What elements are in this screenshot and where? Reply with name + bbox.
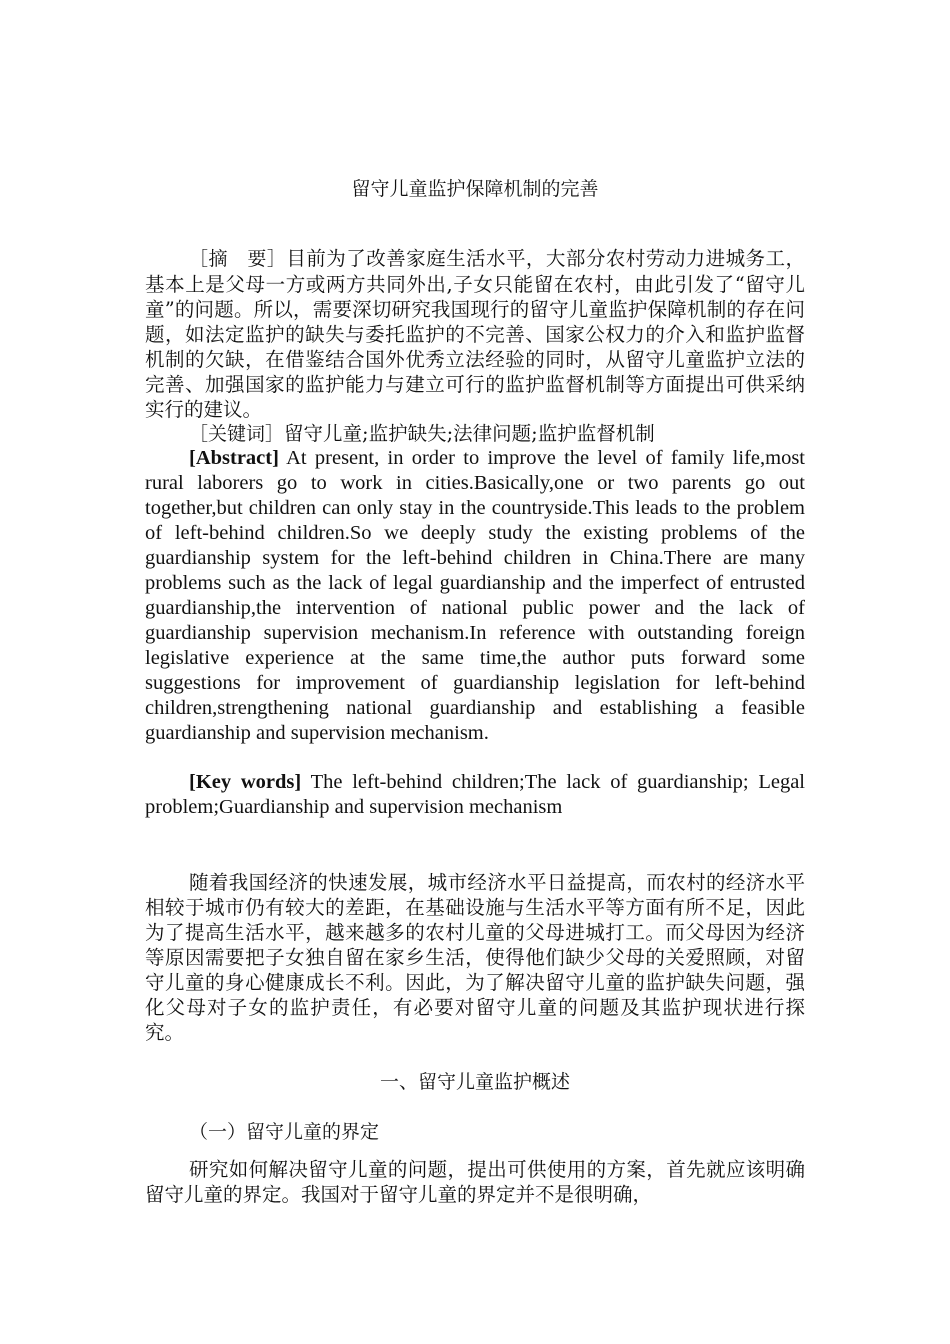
english-keywords — [145, 770, 805, 820]
english-abstract-text: At present, in order to improve the level of family life,most rural laborers go to work in cities.Basically,one or two parents go out together,but children can only stay in the countryside.This leads to the problem of left-behind children.So we deeply study the existing problems of the guardianship system for the left-behind children in China.There are many problems such as the lack of legal guardianship and the imperfect of entrusted guardianship,the intervention of national public power and the lack of guardianship supervision mechanism.In reference with outstanding foreign legislative experience at the same time,the author puts forward some suggestions for improvement of guardianship legislation for left-behind children,strengthening national guardianship and establishing a feasible guardianship and supervision mechanism. — [145, 447, 805, 744]
subsection-heading: （一）留守儿童的界定 — [189, 1121, 380, 1143]
chinese-keywords-label: ［关键词］ — [189, 423, 285, 445]
chinese-keywords — [145, 421, 805, 447]
chinese-abstract-text: 目前为了改善家庭生活水平，大部分农村劳动力进城务工，基本上是父母一方或两方共同外出,子女只能留在农村，由此引发了“留守儿童”的问题。所以，需要深切研究我国现行的留守儿童监护保障机制的存在问题，如法定监护的缺失与委托监护的不完善、国家公权力的介入和监护监督机制的欠缺，在借鉴结合国外优秀立法经验的同时，从留守儿童监护立法的完善、加强国家的监护能力与建立可行的监护监督机制等方面提出可供采纳实行的建议。 — [145, 247, 805, 421]
chinese-abstract — [145, 246, 805, 422]
chinese-abstract-label: ［摘 要］ — [189, 248, 287, 270]
english-keywords-label: [Key words] — [189, 771, 302, 793]
english-abstract — [145, 446, 805, 746]
intro-paragraph: 随着我国经济的快速发展，城市经济水平日益提高，而农村的经济水平相较于城市仍有较大的差距，在基础设施与生活水平等方面有所不足，因此为了提高生活水平，越来越多的农村儿童的父母进城打工。而父母因为经济等原因需要把子女独自留在家乡生活，使得他们缺少父母的关爱照顾，对留守儿童的身心健康成长不利。因此，为了解决留守儿童的监护缺失问题，强化父母对子女的监护责任，有必要对留守儿童的问题及其监护现状进行探究。 — [145, 871, 805, 1044]
english-keywords-text: The left-behind children;The lack of guardianship; Legal problem;Guardianship and supervision mechanism — [145, 771, 806, 818]
english-abstract-label: [Abstract] — [189, 447, 279, 469]
body-paragraph: 研究如何解决留守儿童的问题，提出可供使用的方案，首先就应该明确留守儿童的界定。我国对于留守儿童的界定并不是很明确， — [145, 1158, 805, 1206]
section-heading: 一、留守儿童监护概述 — [379, 1071, 570, 1093]
chinese-keywords-text: 留守儿童;监护缺失;法律问题;监护监督机制 — [284, 422, 655, 445]
paper-title: 留守儿童监护保障机制的完善 — [351, 178, 599, 200]
